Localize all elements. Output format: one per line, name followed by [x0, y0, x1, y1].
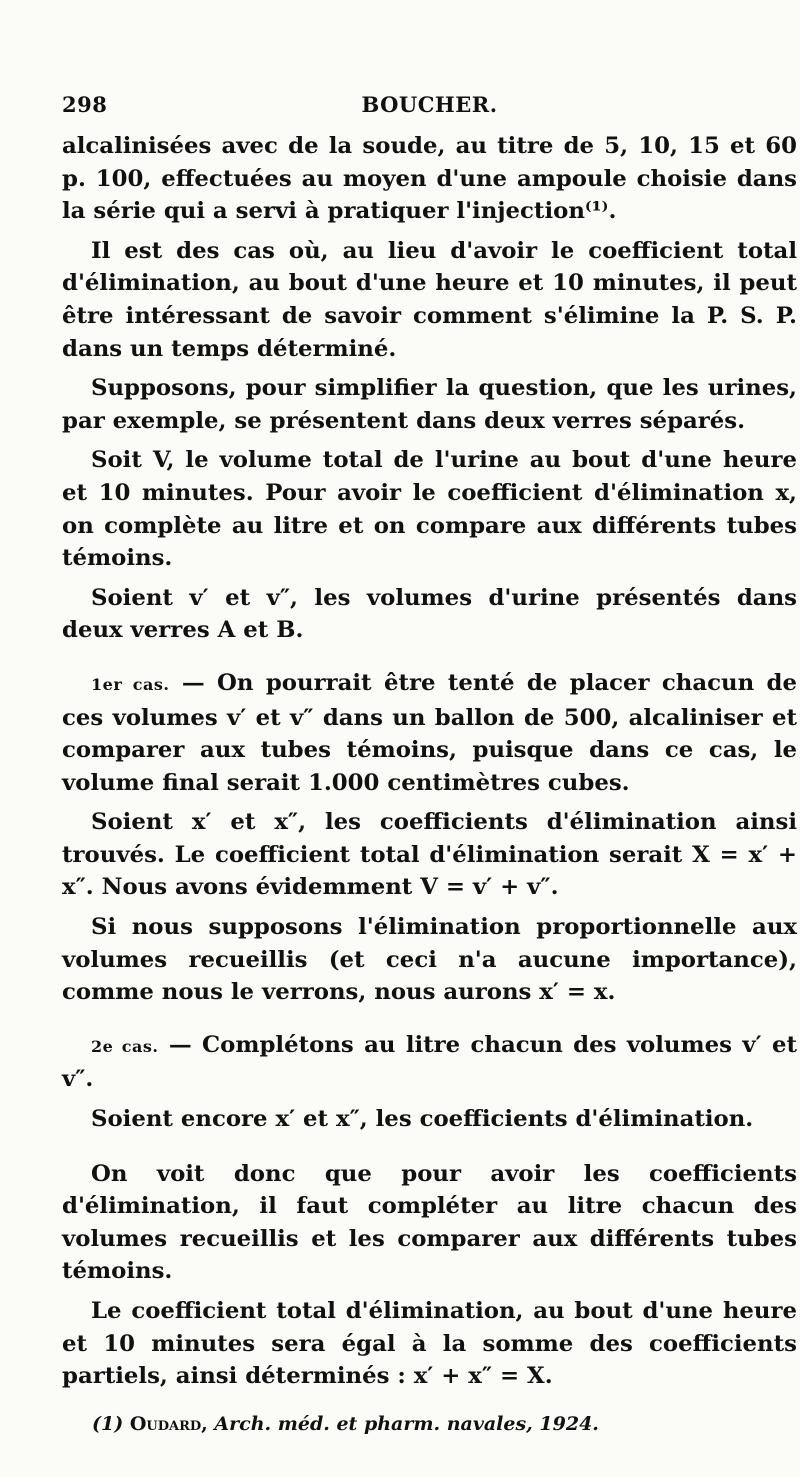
- footnote: [62, 1413, 797, 1435]
- paragraph: Soient v′ et v″, les volumes d'urine présentés dans deux verres A et B.: [62, 584, 797, 644]
- paragraph: Soit V, le volume total de l'urine au bout d'une heure et 10 minutes. Pour avoir le coefficient d'élimination x, on complète au litre et on compare aux différents tubes témoins.: [62, 447, 797, 572]
- case-2-paragraph: [62, 1029, 797, 1096]
- case-2-text: — Complétons au litre chacun des volumes v′ et v″.: [62, 1031, 797, 1093]
- paragraph: On voit donc que pour avoir les coefficients d'élimination, il faut compléter au litre chacun des volumes recueillis et les comparer aux différents tubes témoins.: [62, 1160, 797, 1285]
- paragraph: alcalinisées avec de la soude, au titre de 5, 10, 15 et 60 p. 100, effectuées au moyen d'une ampoule choisie dans la série qui a servi à pratiquer l'injection⁽¹⁾.: [62, 133, 797, 225]
- case-1-text: — On pourrait être tenté de placer chacun de ces volumes v′ et v″ dans un ballon de 500, alcaliniser et comparer aux tubes témoins, puisque dans ce cas, le volume final serait 1.000 centimètres cubes.: [62, 669, 797, 796]
- paragraph: Il est des cas où, au lieu d'avoir le coefficient total d'élimination, au bout d'une heure et 10 minutes, il peut être intéressant de savoir comment s'élimine la P. S. P. dans un temps déterminé.: [62, 237, 797, 362]
- body-text: [62, 130, 797, 1393]
- paragraph: Soient x′ et x″, les coefficients d'élimination ainsi trouvés. Le coefficient total d'élimination serait X = x′ + x″. Nous avons évidemment V = v′ + v″.: [62, 809, 797, 901]
- running-head: BOUCHER.: [361, 92, 498, 117]
- case-2-line-2: Soient encore x′ et x″, les coefficients d'élimination.: [91, 1106, 754, 1133]
- paragraph: Si nous supposons l'élimination proportionnelle aux volumes recueillis (et ceci n'a aucune importance), comme nous le verrons, nous aurons x′ = x.: [62, 914, 797, 1006]
- footnote-author: Oudard,: [129, 1412, 208, 1435]
- book-page: [62, 92, 797, 1435]
- page-number: 298: [62, 92, 108, 117]
- case-2-label: 2e cas.: [91, 1036, 159, 1056]
- paragraph: Supposons, pour simplifier la question, que les urines, par exemple, se présentent dans deux verres séparés.: [62, 375, 797, 434]
- footnote-citation: Arch. méd. et pharm. navales, 1924.: [207, 1412, 599, 1435]
- paragraph: Le coefficient total d'élimination, au bout d'une heure et 10 minutes sera égal à la somme des coefficients partiels, ainsi déterminés : x′ + x″ = X.: [62, 1298, 797, 1390]
- case-1-label: 1er cas.: [91, 674, 170, 694]
- case-1-paragraph: [62, 667, 797, 799]
- page-header: [62, 92, 797, 130]
- footnote-marker: (1): [92, 1412, 124, 1435]
